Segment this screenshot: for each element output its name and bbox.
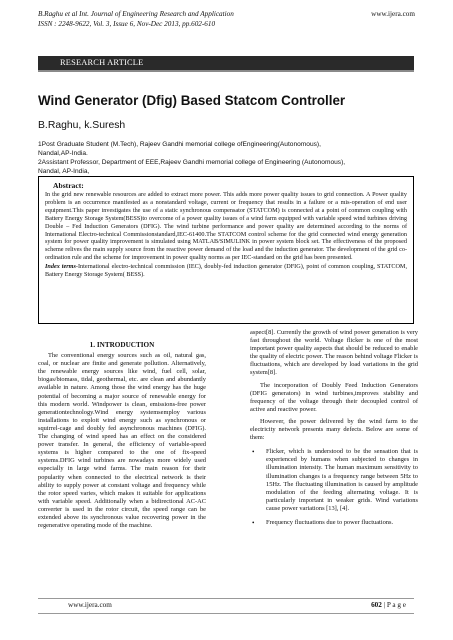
bullet-text-frequency: Frequency fluctuations due to power fluctuations. — [266, 518, 394, 526]
page-number-value: 602 — [371, 601, 382, 609]
journal-citation: B.Raghu et al Int. Journal of Engineering Research and Application — [38, 10, 234, 18]
article-type-banner — [38, 56, 414, 72]
page-label: | P a g e — [383, 601, 406, 609]
intro-paragraph: The conventional energy sources such as oil, natural gas, coal, or nuclear are finite and generate pollution. Alternatively, the renewable energy sources like wind, fuel cell, solar, biogas/biomass, tidal, geothermal, etc. are clean and abundantly available in nature. Among those the wind energy has the huge potential of becoming a major source of renewable energy for this modern world. Windpower is clean, emissions-free power generationtechnology.Wind energy systemsemploy various installations to exploit wind energy such as synchronous or squirrel-cage and doubly fed asynchronous machines (DFIG). The changing of wind speed has an effect on the considered power transfer. In general, the efficiency of variable-speed systems is higher compared to the one of fix-speed systems.DFIG wind turbines are nowadays more widely used especially in large wind farms. The main reason for their popularity when connected to the electrical network is their ability to supply power at constant voltage and frequency while the rotor speed varies, which makes it suitable for applications with variable speed. Additionally when a bidirectional AC-AC converter is used in the rotor circuit, the speed range can be extended above its synchronous value recovering power in the regenerative operating mode of the machine. — [38, 352, 206, 530]
abstract-box — [38, 176, 414, 324]
page-number — [371, 601, 406, 609]
bullet-text-flicker: Flicker, which is understood to be the sensation that is experienced by humans when subjected to changes in illumination intensity. The human maximum sensitivity to illumination changes is a frequency range between 5Hz to 15Hz. The fluctuating illumination is caused by amplitude modulation of the feeding alternating voltage. It is particularly important in weaker grids. Wind variations cause power variations [13], [4]. — [266, 448, 418, 512]
abstract-heading: Abstract: — [53, 181, 84, 190]
right-paragraph-2: The incorporation of Doubly Feed Induction Generators (DFIG generators) in wind turbines,improves stability and frequency of the voltage through their decoupled control of active and reactive power. — [250, 381, 418, 413]
section-heading-introduction: 1. INTRODUCTION — [89, 341, 155, 349]
right-paragraph-1: aspect[8]. Currently the growth of wind power generation is very fast throughout the world. Voltage flicker is one of the most important power quality aspects that should be reduced to enable the quality of electric power. The reason behind voltage Flicker is fluctuations, which are developed by load variations in the grid system[8]. — [250, 329, 418, 377]
list-item — [250, 519, 418, 527]
right-paragraph-3: However, the power delivered by the wind farm to the electricity network presents many defects. Below are some of them: — [250, 417, 418, 442]
affiliation-1: 1Post Graduate Student (M.Tech), Rajeev Gandhi memorial college ofEngineering(Autonomous), — [38, 141, 321, 148]
right-column — [250, 329, 418, 527]
index-terms-label: Index terms — [45, 263, 76, 271]
paper-title: Wind Generator (Dfig) Based Statcom Controller — [38, 93, 346, 108]
footer-site-link[interactable]: www.ijera.com — [68, 601, 112, 609]
article-type-label: RESEARCH ARTICLE — [60, 58, 144, 67]
index-terms-text: -International electro-technical commission (IEC), doubly-fed induction generator (DFIG), point of common coupling, STATCOM, Battery Energy Storage System( BESS). — [45, 263, 407, 279]
issn-line: ISSN : 2248-9622, Vol. 3, Issue 6, Nov-Dec 2013, pp.602-610 — [38, 20, 216, 28]
affiliation-1-location: Nandal,AP-India. — [38, 150, 88, 157]
page-footer — [38, 598, 414, 614]
index-terms — [45, 263, 407, 279]
affiliation-2: 2Assistant Professor, Department of EEE,Rajeev Gandhi memorial college of Engineering (Autonomous), — [38, 159, 346, 166]
bullet-icon: • — [252, 518, 255, 527]
abstract-text: In the grid new renewable resources are added to extract more power. This adds more power quality issues to grid connection. A Power quality problem is an occurrence manifested as a nonstandard voltage, current or frequency that results in a failure or a mis-operation of end user equipment.This paper investigates the use of a static synchronous compensator (STATCOM) is connected at a point of common coupling with Battery Energy Storage System(BESS)to overcome of a power quality issues of a wind farm equipped with variable speed wind turbines driving Double – Fed Induction Generators (DFIG). The wind turbine performance and power quality are determined according to the norms of International Electro-technical Commissionstandard,IEC-61400.The STATCOM control scheme for the grid connected wind energy generation system for power quality improvement is simulated using MATLAB/SIMULINK in power system block set. The effectiveness of the proposed scheme relives the main supply source from the reactive power demand of the load and the induction generator. The development of the grid co-ordination rule and the scheme for improvement in power quality norms as per IEC-standard on the grid has been presented. — [45, 191, 407, 262]
bullet-icon: • — [252, 448, 255, 457]
list-item — [250, 448, 418, 513]
left-column — [38, 329, 206, 534]
header-site[interactable]: www.ijera.com — [371, 10, 415, 18]
affiliation-2-location: Nandal, AP-India, — [38, 168, 90, 175]
author-list: B.Raghu, k.Suresh — [38, 120, 126, 131]
